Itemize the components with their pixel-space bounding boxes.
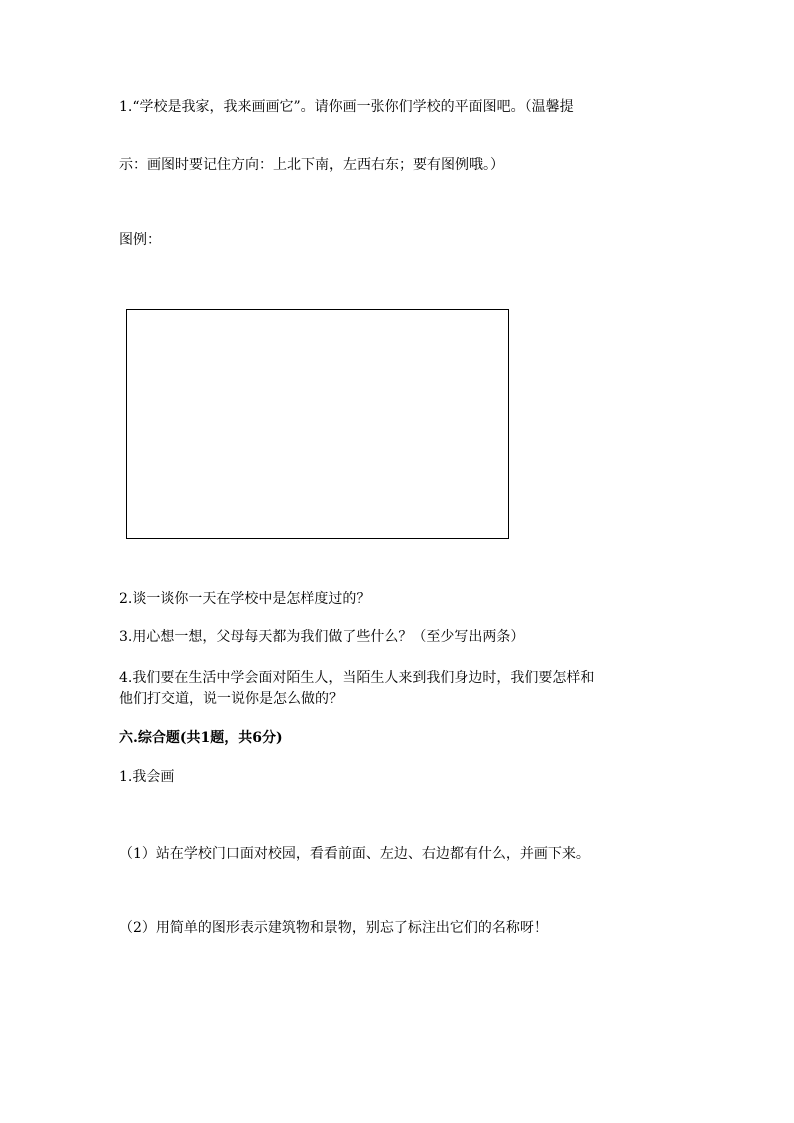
question-4-line-2: 他们打交道，说一说你是怎么做的？ <box>119 691 343 707</box>
drawing-box <box>126 309 509 539</box>
section-6-subquestion-2: （2）用简单的图形表示建筑物和景物，别忘了标注出它们的名称呀！ <box>119 920 548 936</box>
section-6-question-1: 1.我会画 <box>119 769 175 785</box>
question-2: 2.谈一谈你一天在学校中是怎样度过的？ <box>119 591 371 607</box>
question-3: 3.用心想一想，父母每天都为我们做了些什么？（至少写出两条） <box>119 629 525 645</box>
legend-label: 图例： <box>119 232 161 248</box>
question-4-line-1: 4.我们要在生活中学会面对陌生人，当陌生人来到我们身边时，我们要怎样和 <box>119 670 595 686</box>
section-6-subquestion-1: （1）站在学校门口面对校园，看看前面、左边、右边都有什么，并画下来。 <box>119 846 590 862</box>
section-6-heading: 六.综合题(共1题，共6分) <box>119 730 283 746</box>
question-1-line-2: 示：画图时要记住方向：上北下南，左西右东；要有图例哦。） <box>119 157 504 173</box>
question-1-line-1: 1.“学校是我家，我来画画它”。请你画一张你们学校的平面图吧。（温馨提 <box>119 99 574 115</box>
